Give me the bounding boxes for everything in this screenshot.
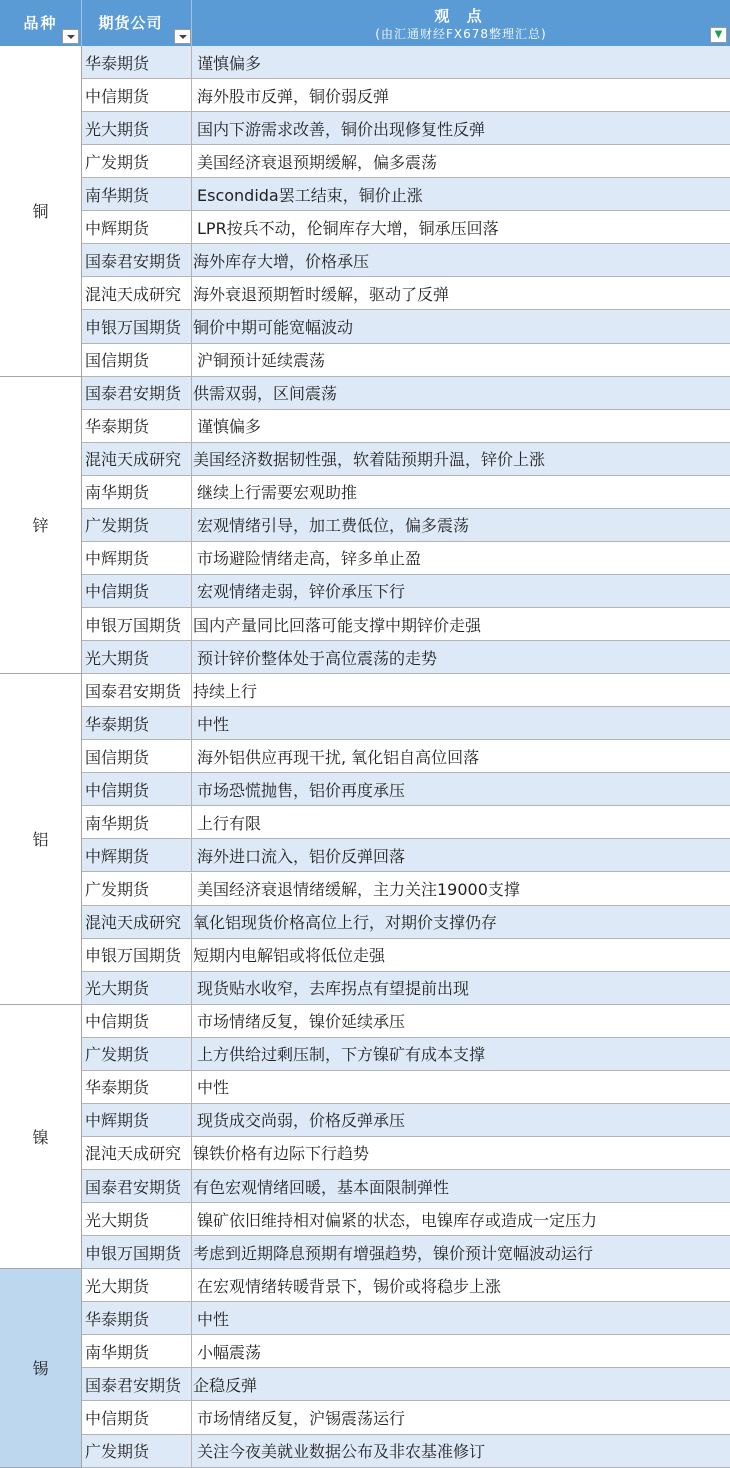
header-category[interactable] (0, 0, 82, 46)
table-row[interactable] (82, 1104, 730, 1137)
table-row[interactable] (82, 906, 730, 939)
company-cell[interactable]: 光大期货 (82, 641, 192, 673)
header-view[interactable] (192, 0, 730, 46)
company-cell[interactable]: 中信期货 (82, 79, 192, 111)
table-row[interactable] (82, 79, 730, 112)
company-cell[interactable]: 光大期货 (82, 1269, 192, 1301)
view-cell[interactable]: 海外股市反弹，铜价弱反弹 (197, 86, 390, 106)
company-cell[interactable]: 中辉期货 (82, 211, 192, 243)
company-cell[interactable]: 光大期货 (82, 1203, 192, 1235)
table-row[interactable] (82, 1203, 730, 1236)
company-cell[interactable]: 华泰期货 (82, 410, 192, 442)
table-row[interactable] (82, 806, 730, 839)
view-cell[interactable]: 小幅震荡 (197, 1342, 262, 1362)
view-cell[interactable]: 企稳反弹 (193, 1375, 258, 1395)
table-row[interactable] (82, 641, 730, 674)
view-cell[interactable]: 镍矿依旧维持相对偏紧的状态，电镍库存或造成一定压力 (197, 1210, 598, 1230)
table-row[interactable] (82, 46, 730, 79)
company-cell[interactable]: 申银万国期货 (82, 1236, 192, 1268)
company-cell[interactable]: 国泰君安期货 (82, 1368, 192, 1400)
table-row[interactable] (82, 1137, 730, 1170)
view-cell[interactable]: 美国经济数据韧性强，软着陆预期升温，锌价上涨 (193, 450, 546, 470)
view-cell[interactable]: 海外衰退预期暂时缓解，驱动了反弹 (193, 284, 450, 304)
view-cell[interactable]: 现货贴水收窄，去库拐点有望提前出现 (197, 979, 470, 999)
table-row[interactable] (82, 211, 730, 244)
view-cell[interactable]: 市场情绪反复，镍价延续承压 (197, 1012, 406, 1032)
view-cell[interactable]: 有色宏观情绪回暖，基本面限制弹性 (193, 1177, 450, 1197)
company-cell[interactable]: 混沌天成研究 (82, 443, 192, 475)
company-cell[interactable]: 光大期货 (82, 972, 192, 1004)
company-cell[interactable]: 中信期货 (82, 1401, 192, 1433)
table-row[interactable] (82, 476, 730, 509)
view-cell[interactable]: 现货成交尚弱，价格反弹承压 (197, 1111, 406, 1131)
table-row[interactable] (82, 773, 730, 806)
header-view-source: (由汇通财经FX678整理汇总) (375, 27, 547, 41)
category-cell[interactable]: 锡 (0, 1269, 82, 1467)
view-cell[interactable]: 美国经济衰退预期缓解，偏多震荡 (197, 152, 438, 172)
category-cell[interactable]: 铜 (0, 46, 82, 377)
table-row[interactable] (82, 112, 730, 145)
view-cell[interactable]: 继续上行需要宏观助推 (197, 483, 358, 503)
view-cell[interactable]: 在宏观情绪转暖背景下，锡价或将稳步上涨 (197, 1276, 502, 1296)
table-row[interactable] (82, 707, 730, 740)
view-cell[interactable]: 持续上行 (193, 681, 258, 701)
company-cell[interactable]: 南华期货 (82, 806, 192, 838)
company-cell[interactable]: 华泰期货 (82, 1071, 192, 1103)
company-cell[interactable]: 南华期货 (82, 178, 192, 210)
chevron-down-icon[interactable] (62, 29, 79, 44)
company-cell[interactable]: 混沌天成研究 (82, 1137, 192, 1169)
company-cell[interactable]: 广发期货 (82, 145, 192, 177)
table-row[interactable] (82, 575, 730, 608)
company-cell[interactable]: 广发期货 (82, 509, 192, 541)
company-cell[interactable]: 华泰期货 (82, 707, 192, 739)
view-cell[interactable]: 关注今夜美就业数据公布及非农基准修订 (197, 1442, 486, 1462)
table-row[interactable] (82, 410, 730, 443)
table-row[interactable] (82, 674, 730, 707)
company-cell[interactable]: 广发期货 (82, 1435, 192, 1467)
category-cell[interactable]: 铝 (0, 674, 82, 1005)
table-row[interactable] (82, 377, 730, 410)
table-row[interactable] (82, 1368, 730, 1401)
table-row[interactable] (82, 1236, 730, 1269)
company-cell[interactable]: 中信期货 (82, 1005, 192, 1037)
view-cell[interactable]: 中性 (197, 714, 230, 734)
table-row[interactable] (82, 1401, 730, 1434)
funnel-icon[interactable]: ▼ (710, 27, 727, 43)
view-cell[interactable]: 沪铜预计延续震荡 (197, 351, 326, 371)
view-cell[interactable]: 谨慎偏多 (197, 417, 262, 437)
company-cell[interactable]: 华泰期货 (82, 1302, 192, 1334)
company-cell[interactable]: 南华期货 (82, 1335, 192, 1367)
header-view-label: 观 点 (434, 7, 488, 25)
view-cell[interactable]: 中性 (197, 1309, 230, 1329)
company-cell[interactable]: 华泰期货 (82, 46, 192, 78)
table-row[interactable] (82, 145, 730, 178)
view-cell[interactable]: 氧化铝现货价格高位上行，对期价支撑仍存 (193, 913, 498, 933)
table-row[interactable] (82, 1302, 730, 1335)
table-row[interactable] (82, 1038, 730, 1071)
view-cell[interactable]: 镍铁价格有边际下行趋势 (193, 1144, 370, 1164)
view-cell[interactable]: 宏观情绪走弱，锌价承压下行 (197, 582, 406, 602)
company-cell[interactable]: 混沌天成研究 (82, 906, 192, 938)
company-cell[interactable]: 中辉期货 (82, 542, 192, 574)
company-cell[interactable]: 中信期货 (82, 773, 192, 805)
header-category-label: 品种 (23, 14, 58, 32)
table-row[interactable] (82, 939, 730, 972)
header-company-label: 期货公司 (98, 14, 163, 32)
view-cell[interactable]: 上方供给过剩压制，下方镍矿有成本支撑 (197, 1045, 486, 1065)
view-cell[interactable]: 国内下游需求改善，铜价出现修复性反弹 (197, 119, 486, 139)
view-cell[interactable]: LPR按兵不动，伦铜库存大增，铜承压回落 (197, 218, 499, 238)
table-row[interactable] (82, 1071, 730, 1104)
table-row[interactable] (82, 509, 730, 542)
company-cell[interactable]: 申银万国期货 (82, 310, 192, 342)
table-row[interactable] (82, 972, 730, 1005)
table-row[interactable] (82, 178, 730, 211)
view-cell[interactable]: 中性 (197, 1078, 230, 1098)
company-cell[interactable]: 广发期货 (82, 873, 192, 905)
company-cell[interactable]: 国信期货 (82, 344, 192, 376)
view-cell[interactable]: 短期内电解铝或将低位走强 (193, 946, 386, 966)
company-cell[interactable]: 中辉期货 (82, 1104, 192, 1136)
table-row[interactable] (82, 1170, 730, 1203)
company-cell[interactable]: 国泰君安期货 (82, 1170, 192, 1202)
view-cell[interactable]: 美国经济衰退情绪缓解，主力关注19000支撑 (197, 880, 520, 900)
company-cell[interactable]: 国泰君安期货 (82, 674, 192, 706)
view-cell[interactable]: 海外铝供应再现干扰, 氧化铝自高位回落 (197, 747, 480, 767)
header-company[interactable] (82, 0, 192, 46)
company-cell[interactable]: 中辉期货 (82, 839, 192, 871)
view-cell[interactable]: Escondida罢工结束，铜价止涨 (197, 185, 423, 205)
company-cell[interactable]: 光大期货 (82, 112, 192, 144)
view-cell[interactable]: 市场恐慌抛售，铝价再度承压 (197, 780, 406, 800)
view-cell[interactable]: 宏观情绪引导，加工费低位，偏多震荡 (197, 516, 470, 536)
table-row[interactable] (82, 310, 730, 343)
view-cell[interactable]: 上行有限 (197, 813, 262, 833)
company-cell[interactable]: 国信期货 (82, 740, 192, 772)
chevron-down-icon[interactable] (174, 29, 191, 44)
table-row[interactable] (82, 344, 730, 377)
view-cell[interactable]: 海外进口流入，铝价反弹回落 (197, 846, 406, 866)
table-row[interactable] (82, 1435, 730, 1468)
table-row[interactable] (82, 277, 730, 310)
view-cell[interactable]: 供需双弱，区间震荡 (193, 384, 338, 404)
view-cell[interactable]: 谨慎偏多 (197, 53, 262, 73)
company-cell[interactable]: 国泰君安期货 (82, 244, 192, 276)
view-cell[interactable]: 市场避险情绪走高，锌多单止盈 (197, 549, 422, 569)
company-cell[interactable]: 广发期货 (82, 1038, 192, 1070)
company-cell[interactable]: 中信期货 (82, 575, 192, 607)
view-cell[interactable]: 市场情绪反复，沪锡震荡运行 (197, 1408, 406, 1428)
view-cell[interactable]: 考虑到近期降息预期有增强趋势，镍价预计宽幅波动运行 (193, 1243, 594, 1263)
category-cell[interactable]: 锌 (0, 377, 82, 675)
table-row[interactable] (82, 443, 730, 476)
view-cell[interactable]: 海外库存大增，价格承压 (193, 251, 370, 271)
company-cell[interactable]: 南华期货 (82, 476, 192, 508)
view-cell[interactable]: 国内产量同比回落可能支撑中期锌价走强 (193, 615, 482, 635)
table-row[interactable] (82, 244, 730, 277)
company-cell[interactable]: 混沌天成研究 (82, 277, 192, 309)
table-row[interactable] (82, 839, 730, 872)
company-cell[interactable]: 申银万国期货 (82, 608, 192, 640)
table-row[interactable] (82, 608, 730, 641)
view-cell[interactable]: 铜价中期可能宽幅波动 (193, 317, 354, 337)
category-cell[interactable]: 镍 (0, 1005, 82, 1269)
view-cell[interactable]: 预计锌价整体处于高位震荡的走势 (197, 648, 438, 668)
table-row[interactable] (82, 542, 730, 575)
table-row[interactable] (82, 740, 730, 773)
table-row[interactable] (82, 1335, 730, 1368)
table-row[interactable] (82, 1005, 730, 1038)
table-row[interactable] (82, 1269, 730, 1302)
company-cell[interactable]: 申银万国期货 (82, 939, 192, 971)
table-row[interactable] (82, 873, 730, 906)
company-cell[interactable]: 国泰君安期货 (82, 377, 192, 409)
